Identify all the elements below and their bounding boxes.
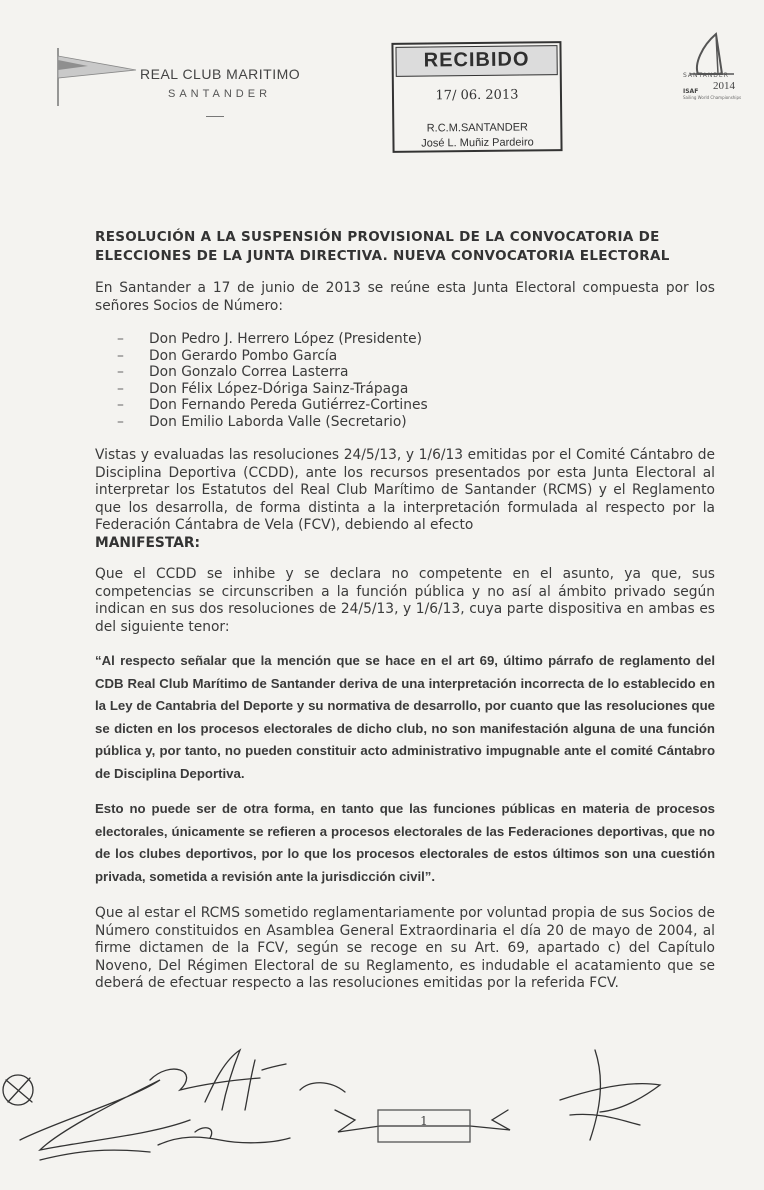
member-list	[117, 331, 715, 430]
event-org: ISAF	[683, 88, 699, 95]
list-item: – Don Gerardo Pombo García	[117, 348, 715, 365]
received-stamp	[391, 41, 562, 153]
stamp-title: RECIBIDO	[395, 45, 557, 77]
page-number: 1	[420, 1114, 428, 1128]
divider	[206, 116, 224, 117]
club-city: SANTANDER	[168, 88, 272, 100]
ccdd-paragraph: Que el CCDD se inhibe y se declara no competente en el asunto, ya que, sus competencias se circunscriben a la función pública y no así al ámbito privado según indican en sus dos resoluciones de 24/5/13, y 1/6/13, cuya parte dispositiva en ambas es del siguiente tenor:	[95, 566, 715, 635]
document-body	[95, 228, 715, 993]
event-tagline: Sailing World Championships	[683, 95, 742, 100]
list-item: – Don Gonzalo Correa Lasterra	[117, 364, 715, 381]
event-year: 2014	[713, 80, 735, 92]
stamp-person: José L. Muñiz Pardeiro	[421, 136, 534, 150]
list-item: – Don Félix López-Dóriga Sainz-Trápaga	[117, 381, 715, 398]
document-title: RESOLUCIÓN A LA SUSPENSIÓN PROVISIONAL DE LA CONVOCATORIA DE ELECCIONES DE LA JUNTA DIRECTIVA. NUEVA CONVOCATORIA ELECTORAL	[95, 229, 670, 264]
club-flag-logo	[48, 40, 148, 110]
event-city: SANTANDER	[683, 72, 729, 79]
list-item: – Don Fernando Pereda Gutiérrez-Cortines	[117, 397, 715, 414]
stamp-date: 17/ 06. 2013	[435, 87, 519, 104]
quote-paragraph-2: Esto no puede ser de otra forma, en tanto que las funciones públicas en materia de procesos electorales, únicamente se refieren a procesos electorales de las Federaciones deportivas, que no de los clubes deportivos, por lo que los procesos electorales de estos últimos son una cuestión privada, sometida a revisión ante la jurisdicción civil”.	[95, 801, 715, 884]
list-item: – Don Pedro J. Herrero López (Presidente)	[117, 331, 715, 348]
rcms-paragraph: Que al estar el RCMS sometido reglamentariamente por voluntad propia de sus Socios de Número constituidos en Asamblea General Extraordinaria el día 20 de mayo de 2004, al firme dictamen de la FCV, según se recoge en su Art. 69, apartado c) del Capítulo Noveno, Del Régimen Electoral de su Reglamento, es indudable el acatamiento que se deberá de efectuar respecto a las resoluciones emitidas por la referida FCV.	[95, 905, 715, 991]
club-name: REAL CLUB MARITIMO	[140, 66, 301, 82]
handwritten-signatures	[0, 1040, 764, 1190]
manifestar-heading: MANIFESTAR:	[95, 534, 201, 551]
vistas-paragraph: Vistas y evaluadas las resoluciones 24/5/13, y 1/6/13 emitidas por el Comité Cántabro de Disciplina Deportiva (CCDD), ante los recursos presentados por esta Junta Electoral al interpretar los Estatutos del Real Club Marítimo de Santander (RCMS) y el Reglamento que los desarrolla, de forma distinta a la interpretación formulada al respecto por la Federación Cántabra de Vela (FCV), debiendo al efecto	[95, 447, 715, 533]
intro-paragraph: En Santander a 17 de junio de 2013 se reúne esta Junta Electoral compuesta por los señores Socios de Número:	[95, 280, 715, 314]
stamp-org: R.C.M.SANTANDER	[426, 121, 529, 135]
list-item: – Don Emilio Laborda Valle (Secretario)	[117, 414, 715, 431]
quote-paragraph-1: “Al respecto señalar que la mención que se hace en el art 69, último párrafo de reglamento del CDB Real Club Marítimo de Santander deriva de una interpretación incorrecta de lo establecido en la Ley de Cantabria del Deporte y su normativa de desarrollo, por cuanto que las resoluciones que se dicten en los procesos electorales de dicho club, no son manifestación alguna de una función pública y, por tanto, no pueden constituir acto administrativo impugnable ante el comité Cántabro de Disciplina Deportiva.	[95, 653, 715, 781]
